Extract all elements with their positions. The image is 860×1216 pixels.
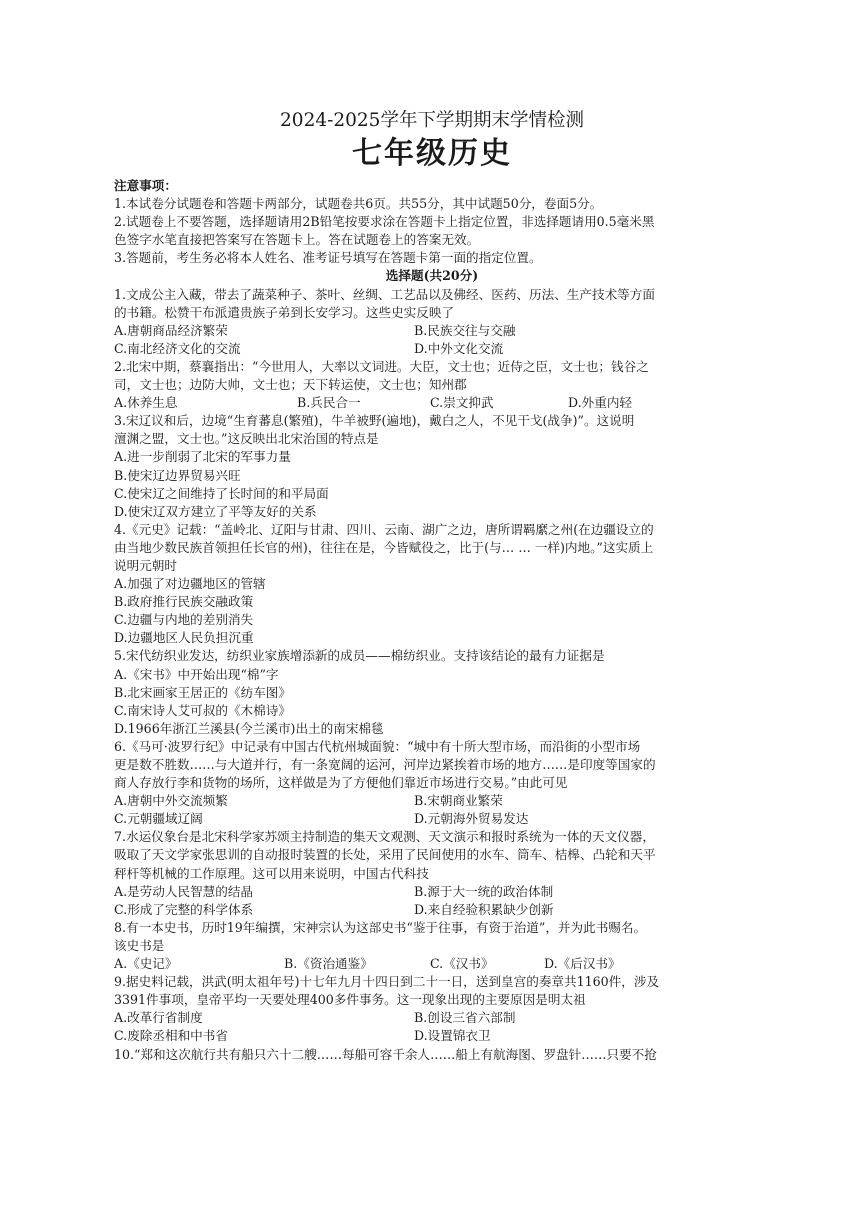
question-10 [114, 1046, 750, 1064]
option-row [114, 792, 750, 810]
option-c: C.元朝疆域辽阔 [114, 811, 203, 827]
question-text: 秤杆等机械的工作原理。这可以用来说明，中国古代科技 [114, 865, 429, 881]
option-a: A.加强了对边疆地区的管辖 [114, 576, 266, 592]
option-d: D.来自经验积累缺少创新 [414, 901, 554, 917]
option-row [114, 810, 750, 828]
option-b: B.兵民合一 [297, 395, 361, 411]
option-d: D.元朝海外贸易发达 [414, 811, 529, 827]
question-text: 6.《马可·波罗行纪》中记录有中国古代杭州城面貌：“城中有十所大型市场，而沿街的小型市场 [114, 738, 641, 754]
question-text: 澶渊之盟，文士也。”这反映出北宋治国的特点是 [114, 431, 379, 447]
question-8 [114, 919, 750, 973]
notice-item: 色签字水笔直接把答案写在答题卡上。答在试题卷上的答案无效。 [114, 232, 480, 248]
option-b: B.《资治通鉴》 [284, 956, 373, 972]
question-text: 的书籍。松赞干布派遣贵族子弟到长安学习。这些史实反映了 [114, 304, 455, 320]
option-row [114, 394, 750, 412]
question-text: 3391件事项，皇帝平均一天要处理400多件事务。这一现象出现的主要原因是明太祖 [114, 992, 586, 1008]
notice-item: 1.本试卷分试题卷和答题卡两部分，试题卷共6页。共55分，其中试题50分，卷面5分。 [114, 196, 603, 212]
question-text: 司，文士也；边防大帅，文士也；天下转运使，文士也；知州郡 [114, 377, 467, 393]
option-a: A.是劳动人民智慧的结晶 [114, 883, 254, 899]
exam-subtitle: 2024-2025学年下学期期末学情检测 [280, 110, 584, 131]
option-d: D.1966年浙江兰溪县(今兰溪市)出土的南宋棉毯 [114, 720, 384, 736]
question-7 [114, 828, 750, 918]
notice-heading: 注意事项： [114, 178, 177, 193]
option-row [114, 901, 750, 919]
notice-item: 2.试题卷上不要答题，选择题请用2B铅笔按要求涂在答题卡上指定位置，非选择题请用0.5毫米黑 [114, 214, 655, 230]
option-a: A.《宋书》中开始出现“棉”字 [114, 666, 279, 682]
question-text: 由当地少数民族首领担任长官的州)，往往在是，今皆赋役之，比于(与… … 一样)内地。”这实质上 [114, 539, 654, 555]
option-a: A.进一步削弱了北宋的军事力量 [114, 449, 291, 465]
option-d: D.《后汉书》 [544, 956, 621, 972]
question-5 [114, 647, 750, 737]
question-text: 1.文成公主入藏，带去了蔬菜种子、茶叶、丝绸、工艺品以及佛经、医药、历法、生产技术等方面 [114, 286, 655, 302]
option-d: D.外重内轻 [568, 395, 633, 411]
question-text: 5.宋代纺织业发达，纺织业家族增添新的成员——棉纺织业。支持该结论的最有力证据是 [114, 648, 605, 664]
option-c: C.《汉书》 [430, 956, 494, 972]
option-c: C.使宋辽之间维持了长时间的和平局面 [114, 485, 329, 501]
option-b: B.民族交往与交融 [414, 322, 516, 338]
option-b: B.使宋辽边界贸易兴旺 [114, 467, 241, 483]
question-text: 7.水运仪象台是北宋科学家苏颂主持制造的集天文观测、天文演示和报时系统为一体的天文仪器， [114, 829, 655, 845]
question-text: 4.《元史》记载：“盖岭北、辽阳与甘肃、四川、云南、湖广之边，唐所谓羁縻之州(在边疆设立的 [114, 521, 654, 537]
question-text: 2.北宋中期，蔡襄指出：“今世用人，大率以文词进。大臣，文士也；近侍之臣，文士也；钱谷之 [114, 358, 649, 374]
question-3 [114, 412, 750, 521]
option-c: C.南宋诗人艾可叔的《木棉诗》 [114, 702, 291, 718]
option-a: A.唐朝商品经济繁荣 [114, 322, 228, 338]
section-title: 选择题(共20分) [385, 268, 479, 284]
option-row [114, 1027, 750, 1045]
exam-page [114, 108, 750, 1064]
option-c: C.废除丞相和中书省 [114, 1028, 228, 1044]
question-6 [114, 738, 750, 828]
question-text: 商人存放行李和货物的场所，这样做是为了方便他们靠近市场进行交易。”由此可见 [114, 775, 568, 791]
option-d: D.设置锦衣卫 [414, 1028, 491, 1044]
question-text: 该史书是 [114, 937, 165, 953]
option-b: B.源于大一统的政治体制 [414, 883, 554, 899]
option-b: B.创设三省六部制 [414, 1010, 516, 1026]
option-a: A.改革行省制度 [114, 1010, 203, 1026]
option-d: D.边疆地区人民负担沉重 [114, 630, 254, 646]
option-d: D.使宋辽双方建立了平等友好的关系 [114, 503, 317, 519]
option-a: A.唐朝中外交流频繁 [114, 793, 228, 809]
question-text: 9.据史料记载，洪武(明太祖年号)十七年九月十四日到二十一日，送到皇宫的奏章共1160件，涉及 [114, 974, 660, 990]
option-c: C.南北经济文化的交流 [114, 340, 241, 356]
question-text: 更是数不胜数……与大道并行，有一条宽阔的运河，河岸边紧挨着市场的地方……是印度等国家的 [114, 757, 656, 772]
option-row [114, 322, 750, 340]
question-text: 说明元朝时 [114, 557, 177, 573]
question-text: 3.宋辽议和后，边境“生育蕃息(繁殖)，牛羊被野(遍地)，戴白之人，不见干戈(战争)”。这说明 [114, 413, 635, 429]
option-row [114, 340, 750, 358]
option-b: B.北宋画家王居正的《纺车图》 [114, 684, 291, 700]
option-c: C.形成了完整的科学体系 [114, 901, 254, 917]
notice-item: 3.答题前，考生务必将本人姓名、准考证号填写在答题卡第一面的指定位置。 [114, 250, 542, 266]
question-text: 10.“郑和这次航行共有船只六十二艘……每船可容千余人……船上有航海图、罗盘针……只要不抢 [114, 1046, 657, 1062]
option-b: B.政府推行民族交融政策 [114, 594, 254, 610]
question-2 [114, 358, 750, 412]
option-d: D.中外文化交流 [414, 340, 504, 356]
option-c: C.边疆与内地的差别消失 [114, 612, 254, 628]
option-row [114, 1009, 750, 1027]
exam-title: 七年级历史 [352, 136, 512, 171]
option-b: B.宋朝商业繁荣 [414, 793, 503, 809]
option-a: A.休养生息 [114, 395, 178, 411]
option-c: C.崇文抑武 [430, 395, 494, 411]
question-4 [114, 521, 750, 648]
question-1 [114, 286, 750, 358]
question-text: 吸取了天文学家张思训的自动报时装置的长处，采用了民间使用的水车、筒车、桔槔、凸轮和天平 [114, 847, 656, 863]
question-9 [114, 973, 750, 1045]
option-row [114, 883, 750, 901]
option-a: A.《史记》 [114, 956, 178, 972]
option-row [114, 955, 750, 973]
question-text: 8.有一本史书，历时19年编撰，宋神宗认为这部史书“鉴于往事，有资于治道”，并为此书赐名。 [114, 919, 647, 935]
